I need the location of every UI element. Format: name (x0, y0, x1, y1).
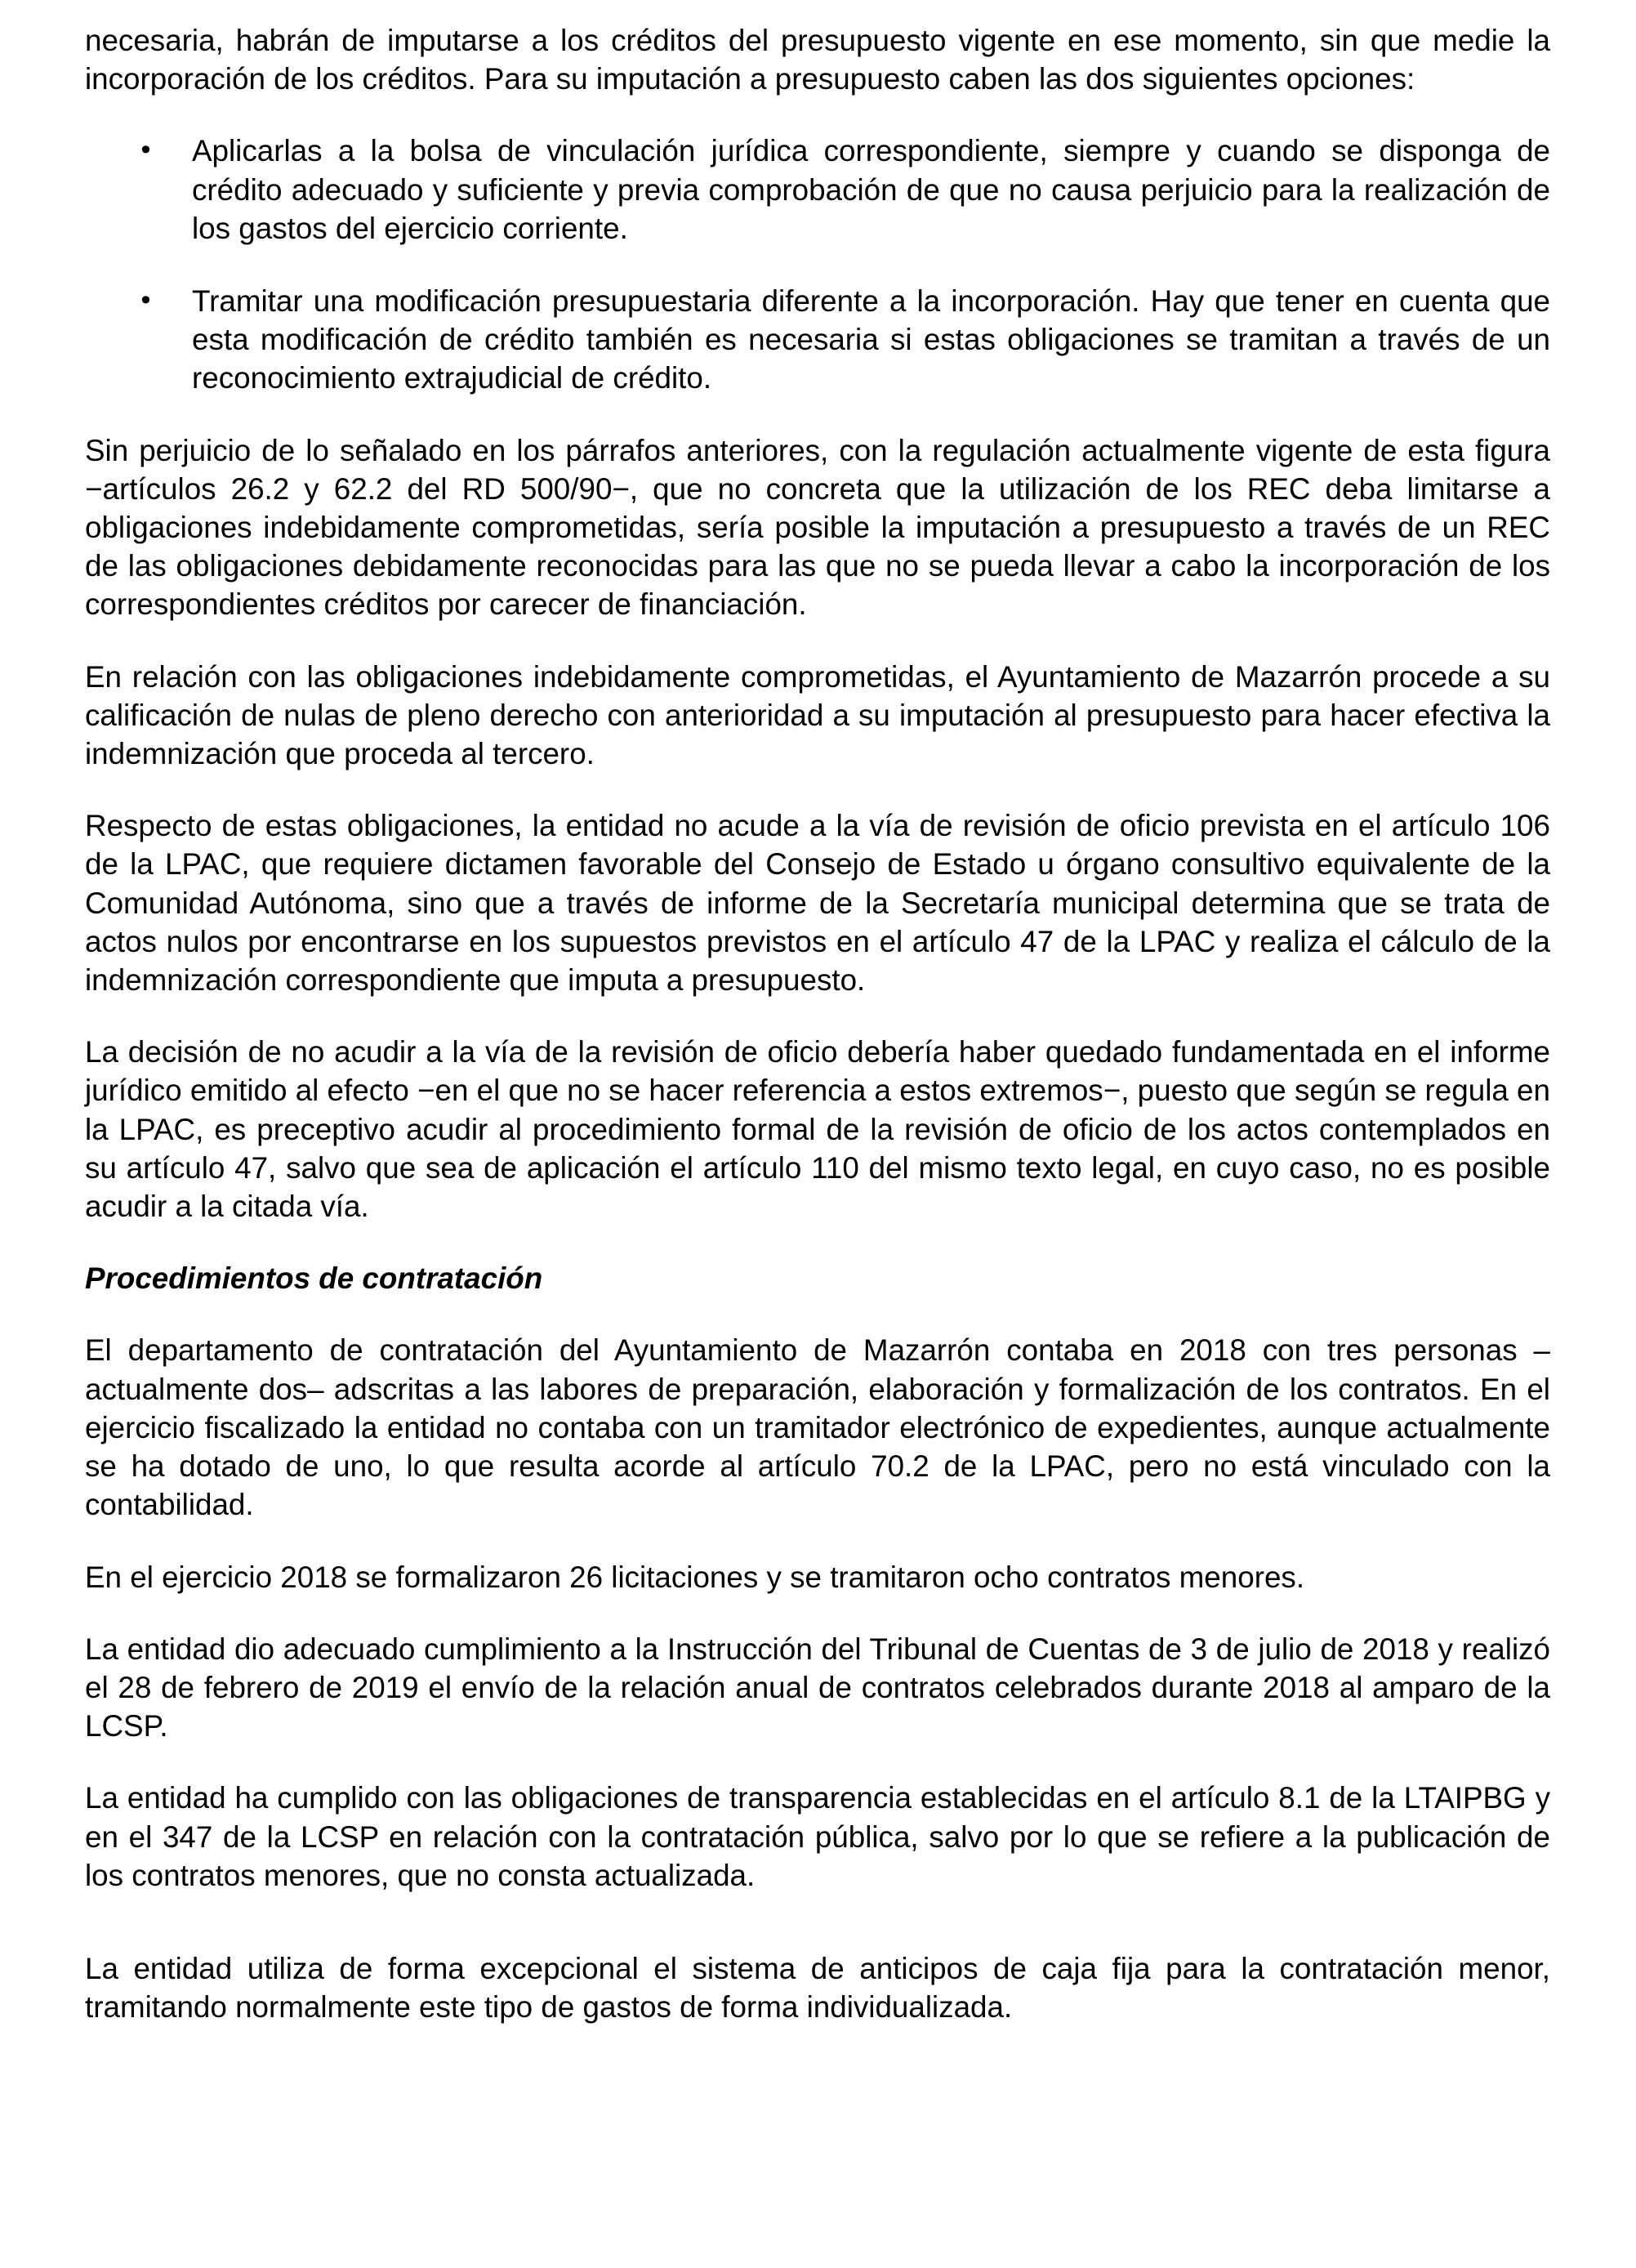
body-paragraph: Sin perjuicio de lo señalado en los párrafos anteriores, con la regulación actualmente vigente de esta figura −artículos 26.2 y 62.2 del RD 500/90−, que no concreta que la utilización de los REC deba limitarse a obligaciones indebidamente comprometidas, sería posible la imputación a presupuesto a través de un REC de las obligaciones debidamente reconocidas para las que no se pueda llevar a cabo la incorporación de los correspondientes créditos por carecer de financiación. (85, 433, 1550, 622)
body-paragraph: La decisión de no acudir a la vía de la revisión de oficio debería haber quedado fundamentada en el informe jurídico emitido al efecto −en el que no se hacer referencia a estos extremos−, puesto que según se regula en la LPAC, es preceptivo acudir al procedimiento formal de la revisión de oficio de los actos contemplados en su artículo 47, salvo que sea de aplicación el artículo 110 del mismo texto legal, en cuyo caso, no es posible acudir a la citada vía. (85, 1035, 1550, 1224)
body-paragraph: La entidad dio adecuado cumplimiento a la Instrucción del Tribunal de Cuentas de 3 de julio de 2018 y realizó el 28 de febrero de 2019 el envío de la relación anual de contratos celebrados durante 2018 al amparo de la LCSP. (85, 1632, 1550, 1743)
body-paragraph: En relación con las obligaciones indebidamente comprometidas, el Ayuntamiento de Mazarrón procede a su calificación de nulas de pleno derecho con anterioridad a su imputación al presupuesto para hacer efectiva la indemnización que proceda al tercero. (85, 659, 1550, 771)
bullet-text: Tramitar una modificación presupuestaria diferente a la incorporación. Hay que tener en cuenta que esta modificación de crédito también es necesaria si estas obligaciones se tramitan a través de un reconocimiento extrajudicial de crédito. (192, 284, 1550, 395)
bullet-icon: • (138, 135, 154, 167)
body-paragraph: Respecto de estas obligaciones, la entidad no acude a la vía de revisión de oficio prevista en el artículo 106 de la LPAC, que requiere dictamen favorable del Consejo de Estado u órgano consultivo equivalente de la Comunidad Autónoma, sino que a través de informe de la Secretaría municipal determina que se trata de actos nulos por encontrarse en los supuestos previstos en el artículo 47 de la LPAC y realiza el cálculo de la indemnización correspondiente que imputa a presupuesto. (85, 809, 1550, 998)
intro-paragraph: necesaria, habrán de imputarse a los créditos del presupuesto vigente en ese momento, sin que medie la incorporación de los créditos. Para su imputación a presupuesto caben las dos siguientes opciones: (85, 24, 1550, 96)
bullet-item (85, 282, 1550, 398)
body-paragraph: El departamento de contratación del Ayuntamiento de Mazarrón contaba en 2018 con tres personas –actualmente dos– adscritas a las labores de preparación, elaboración y formalización de los contratos. En el ejercicio fiscalizado la entidad no contaba con un tramitador electrónico de expedientes, aunque actualmente se ha dotado de uno, lo que resulta acorde al artículo 70.2 de la LPAC, pero no está vinculado con la contabilidad. (85, 1333, 1550, 1522)
body-paragraph: En el ejercicio 2018 se formalizaron 26 licitaciones y se tramitaron ocho contratos menores. (85, 1560, 1305, 1594)
bullet-icon: • (138, 285, 154, 317)
section-heading: Procedimientos de contratación (85, 1261, 543, 1296)
bullet-text: Aplicarlas a la bolsa de vinculación jurídica correspondiente, siempre y cuando se disponga de crédito adecuado y suficiente y previa comprobación de que no causa perjuicio para la realización de los gastos del ejercicio corriente. (192, 134, 1550, 245)
bullet-item (85, 132, 1550, 248)
body-paragraph: La entidad ha cumplido con las obligaciones de transparencia establecidas en el artículo 8.1 de la LTAIPBG y en el 347 de la LCSP en relación con la contratación pública, salvo por lo que se refiere a la publicación de los contratos menores, que no consta actualizada. (85, 1781, 1550, 1892)
options-bullet-list (85, 132, 1550, 397)
document-page (85, 21, 1550, 2060)
body-paragraph: La entidad utiliza de forma excepcional el sistema de anticipos de caja fija para la contratación menor, tramitando normalmente este tipo de gastos de forma individualizada. (85, 1951, 1550, 2025)
